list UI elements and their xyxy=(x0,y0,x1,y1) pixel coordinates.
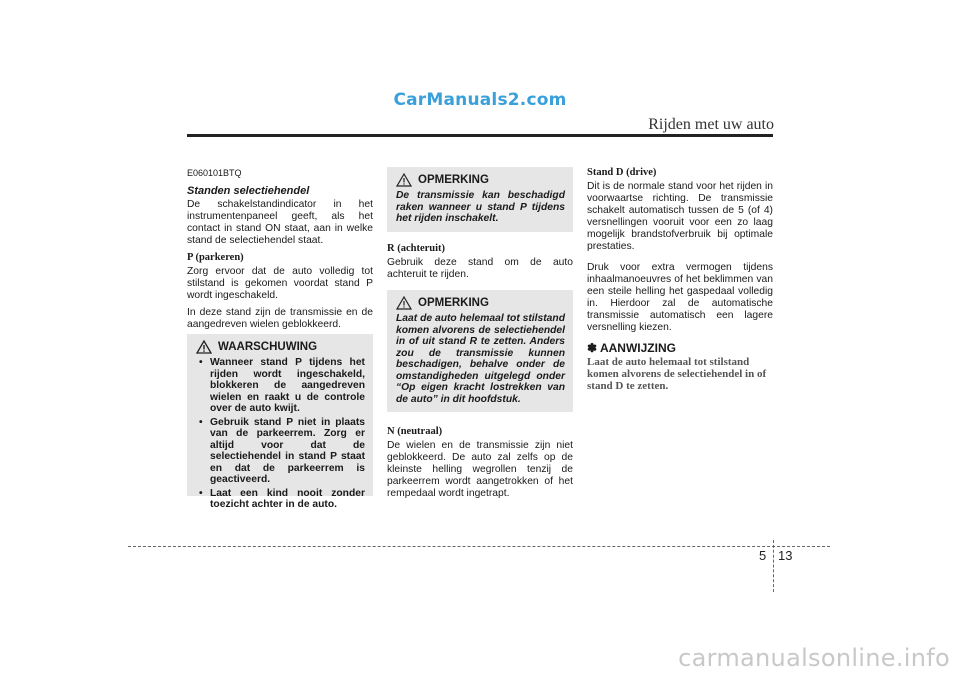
aanwijzing-text: Laat de auto helemaal tot stilstand komen alvorens de selectiehendel in of stand D te zetten. xyxy=(587,356,767,392)
watermark-carmanualsonline: carmanualsonline.info xyxy=(678,644,950,672)
note-box-1 xyxy=(387,167,573,232)
watermark-carmanuals2: CarManuals2.com xyxy=(393,90,567,110)
p-park-heading: P (parkeren) xyxy=(187,252,244,263)
d-drive-heading: Stand D (drive) xyxy=(587,167,657,178)
p-park-paragraph-2: In deze stand zijn de transmissie en de aangedreven wielen geblokkeerd. xyxy=(187,307,373,330)
warning-item: • Wanneer stand P tijdens het rijden wordt ingeschakeld, blokkeren de aangedreven wielen en raakt u de controle over de auto kwijt. xyxy=(196,357,365,415)
note-2-text: Laat de auto helemaal tot stilstand komen alvorens de selectiehendel in of uit stand R te zetten. Anders zou de transmissie kunnen beschadigen, behalve onder de omstandigheden uitgelegd onder “Op eigen kracht lostrekken van de auto” in dit hoofdstuk. xyxy=(396,313,565,405)
n-neutral-section xyxy=(387,426,573,505)
footer-dashed-rule xyxy=(128,546,830,547)
page-number-separator xyxy=(773,540,774,592)
note-2-header xyxy=(396,296,565,310)
warning-title: WAARSCHUWING xyxy=(218,341,318,353)
d-drive-paragraph-1: Dit is de normale stand voor het rijden in voorwaartse richting. De transmissie schakelt automatisch tussen de 5 (of 4) versnellingen vooruit voor een zo laag mogelijk brandstofverbruik bij optimale prestaties. xyxy=(587,181,773,252)
header-rule xyxy=(187,134,773,137)
intro-paragraph: De schakelstandindicator in het instrumentenpaneel geeft, als het contact in stand ON staat, aan in welke stand de selectiehendel staat. xyxy=(187,199,373,246)
page-number: 13 xyxy=(778,548,793,563)
section-title: Rijden met uw auto xyxy=(648,116,774,133)
chapter-number: 5 xyxy=(759,548,767,563)
column-right xyxy=(587,167,773,392)
caution-triangle-icon xyxy=(396,173,412,187)
warning-header xyxy=(196,340,365,354)
d-drive-paragraph-2: Druk voor extra vermogen tijdens inhaalmanoeuvres of het beklimmen van een steile helling het gaspedaal volledig in. Hierdoor zal de automatische transmissie automatisch een lagere versnelling kiezen. xyxy=(587,262,773,333)
note-2-title: OPMERKING xyxy=(418,297,489,309)
subtitle-selector-positions: Standen selectiehendel xyxy=(187,185,310,197)
warning-triangle-icon xyxy=(196,340,212,354)
aanwijzing-heading: ✽ AANWIJZING xyxy=(587,341,676,355)
warning-box xyxy=(187,334,373,510)
warning-item: • Laat een kind nooit zonder toezicht achter in de auto. xyxy=(196,488,365,511)
note-1-title: OPMERKING xyxy=(418,174,489,186)
n-neutral-heading: N (neutraal) xyxy=(387,426,443,437)
r-reverse-heading: R (achteruit) xyxy=(387,243,446,254)
p-park-paragraph-1: Zorg ervoor dat de auto volledig tot stilstand is gekomen voordat stand P wordt ingeschakeld. xyxy=(187,266,373,301)
warning-item: • Gebruik stand P niet in plaats van de parkeerrem. Zorg er altijd voor dat de selectiehendel in stand P staat en dat de parkeerrem is geactiveerd. xyxy=(196,417,365,486)
note-1-header xyxy=(396,173,565,187)
r-reverse-paragraph: Gebruik deze stand om de auto achteruit te rijden. xyxy=(387,257,573,280)
section-code: E060101BTQ xyxy=(187,168,242,178)
column-left xyxy=(187,167,373,336)
r-reverse-section xyxy=(387,243,573,286)
note-1-text: De transmissie kan beschadigd raken wanneer u stand P tijdens het rijden inschakelt. xyxy=(396,190,565,224)
note-box-2 xyxy=(387,290,573,412)
caution-triangle-icon xyxy=(396,296,412,310)
n-neutral-paragraph: De wielen en de transmissie zijn niet geblokkeerd. De auto zal zelfs op de kleinste helling wegrollen tenzij de parkeerrem wordt aangetrokken of het rempedaal wordt ingetrapt. xyxy=(387,440,573,499)
warning-list xyxy=(196,357,365,511)
